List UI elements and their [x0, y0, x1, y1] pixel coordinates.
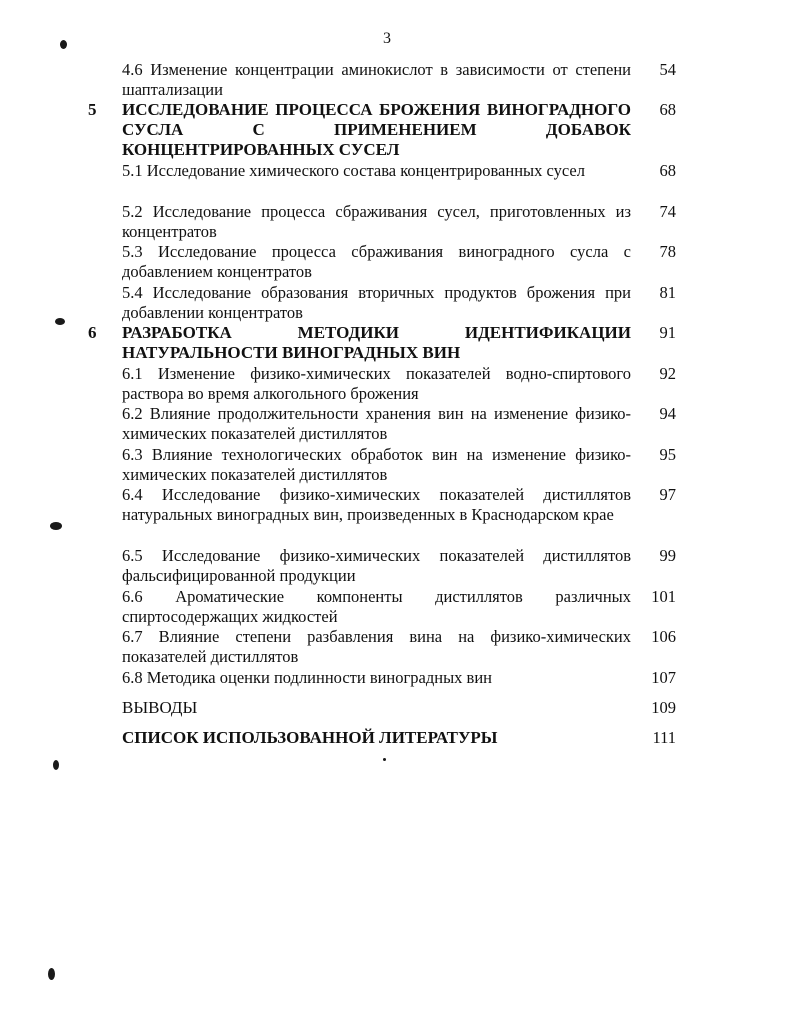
toc-entry-text: 6.8 Методика оценки подлинности виноградных вин	[122, 668, 492, 687]
toc-entry-page: 101	[651, 587, 676, 606]
toc-entry-text: 6.7 Влияние степени разбавления вина на физико-химических показателей дистиллятов	[122, 627, 631, 666]
toc-entry-page: 92	[659, 364, 676, 383]
toc-entry-page: 99	[659, 546, 676, 565]
toc-entry-page: 106	[651, 627, 676, 646]
toc-entry-text: СПИСОК ИСПОЛЬЗОВАННОЙ ЛИТЕРАТУРЫ	[122, 728, 498, 747]
toc-entry-page: 107	[651, 668, 676, 687]
toc-entry-page: 94	[659, 404, 676, 423]
toc-entry-text: 5.2 Исследование процесса сбраживания сусел, приготовленных из концентратов	[122, 202, 631, 241]
toc-entry-page: 78	[659, 242, 676, 261]
scan-mark	[50, 522, 62, 530]
toc-entry-page: 95	[659, 445, 676, 464]
toc-entry-text: 4.6 Изменение концентрации аминокислот в зависимости от степени шаптализации	[122, 60, 631, 99]
toc-entry-page: 109	[651, 698, 676, 717]
toc-entry-text: 6.6 Ароматические компоненты дистиллятов различных спиртосодержащих жидкостей	[122, 587, 631, 626]
toc-entry-page: 74	[659, 202, 676, 221]
toc-entry-page: 111	[652, 728, 676, 747]
page-number: 3	[383, 30, 391, 47]
toc-entry-text: 6.5 Исследование физико-химических показателей дистиллятов фальсифицированной продукции	[122, 546, 631, 585]
scan-mark	[60, 40, 67, 49]
toc-entry-page: 68	[659, 100, 676, 119]
toc-entry-text: ВЫВОДЫ	[122, 698, 198, 717]
toc-entry-text: 6.2 Влияние продолжительности хранения вин на изменение физико-химических показателей дистиллятов	[122, 404, 631, 443]
toc-entry-page: 81	[659, 283, 676, 302]
toc-entry-text: 5.1 Исследование химического состава концентрированных сусел	[122, 161, 585, 180]
toc-entry-text: 5.3 Исследование процесса сбраживания виноградного сусла с добавлением концентратов	[122, 242, 631, 281]
toc-chapter-number: 5	[88, 100, 97, 119]
toc-chapter-number: 6	[88, 323, 97, 342]
toc-chapter-title: РАЗРАБОТКА МЕТОДИКИ ИДЕНТИФИКАЦИИ НАТУРАЛЬНОСТИ ВИНОГРАДНЫХ ВИН	[122, 323, 631, 362]
toc-entry-text: 6.1 Изменение физико-химических показателей водно-спиртового раствора во время алкогольного брожения	[122, 364, 631, 403]
toc-entry-text: 6.3 Влияние технологических обработок вин на изменение физико-химических показателей дистиллятов	[122, 445, 631, 484]
toc-entry-page: 54	[659, 60, 676, 79]
toc-entry-page: 97	[659, 485, 676, 504]
toc-entry-text: 6.4 Исследование физико-химических показателей дистиллятов натуральных виноградных вин, произведенных в Краснодарском крае	[122, 485, 631, 524]
scan-mark	[55, 318, 65, 325]
toc-entry-text: 5.4 Исследование образования вторичных продуктов брожения при добавлении концентратов	[122, 283, 631, 322]
scan-mark	[383, 758, 386, 761]
scan-mark	[53, 760, 59, 770]
toc-entry-page: 68	[659, 161, 676, 180]
toc-entry-page: 91	[659, 323, 676, 342]
toc-chapter-title: ИССЛЕДОВАНИЕ ПРОЦЕССА БРОЖЕНИЯ ВИНОГРАДНОГО СУСЛА С ПРИМЕНЕНИЕМ ДОБАВОК КОНЦЕНТРИРОВАННЫХ СУСЕЛ	[122, 100, 631, 159]
scan-mark	[48, 968, 55, 980]
